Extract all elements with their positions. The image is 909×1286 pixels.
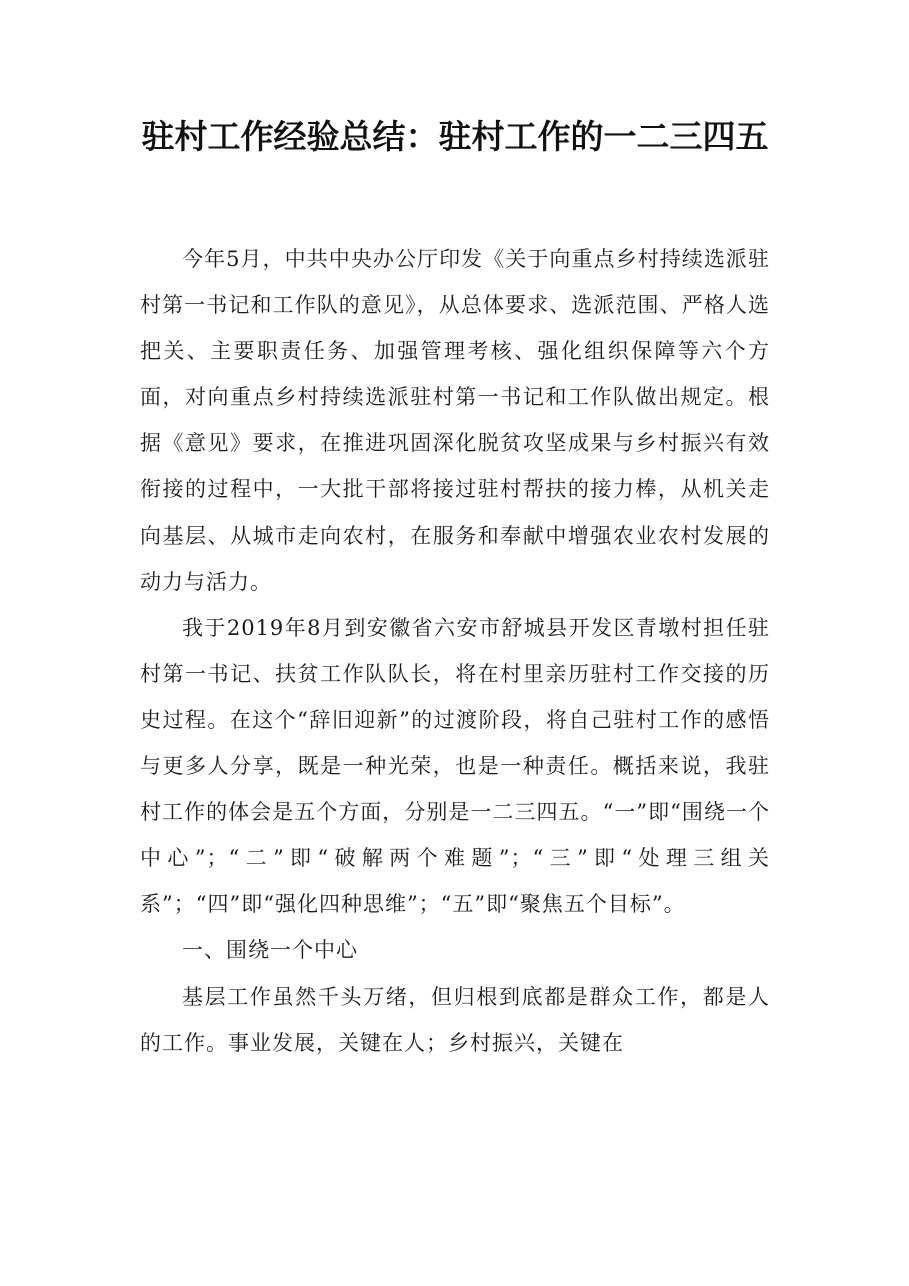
document-body	[140, 236, 770, 1066]
paragraph-section-one: 基层工作虽然千头万绪，但归根到底都是群众工作，都是人的工作。事业发展，关键在人；乡村振兴，关键在	[140, 984, 770, 1055]
paragraph-intro: 今年5月，中共中央办公厅印发《关于向重点乡村持续选派驻村第一书记和工作队的意见》，从总体要求、选派范围、严格人选把关、主要职责任务、加强管理考核、强化组织保障等六个方面，对向重点乡村持续选派驻村第一书记和工作队做出规定。根据《意见》要求，在推进巩固深化脱贫攻坚成果与乡村振兴有效衔接的过程中，一大批干部将接过驻村帮扶的接力棒，从机关走向基层、从城市走向农村，在服务和奉献中增强农业农村发展的动力与活力。	[140, 247, 770, 594]
section-heading: 一、围绕一个中心	[182, 938, 358, 963]
paragraph-personal-summary: 我于2019年8月到安徽省六安市舒城县开发区青墩村担任驻村第一书记、扶贫工作队队长，将在村里亲历驻村工作交接的历史过程。在这个“辞旧迎新”的过渡阶段，将自己驻村工作的感悟与更多人分享，既是一种光荣，也是一种责任。概括来说，我驻村工作的体会是五个方面，分别是一二三四五。“一”即“围绕一个中心”；“二”即“破解两个难题”；“三”即“处理三组关系”；“四”即“强化四种思维”；“五”即“聚焦五个目标”。	[140, 615, 770, 917]
document-title: 驻村工作经验总结：驻村工作的一二三四五	[141, 117, 769, 156]
